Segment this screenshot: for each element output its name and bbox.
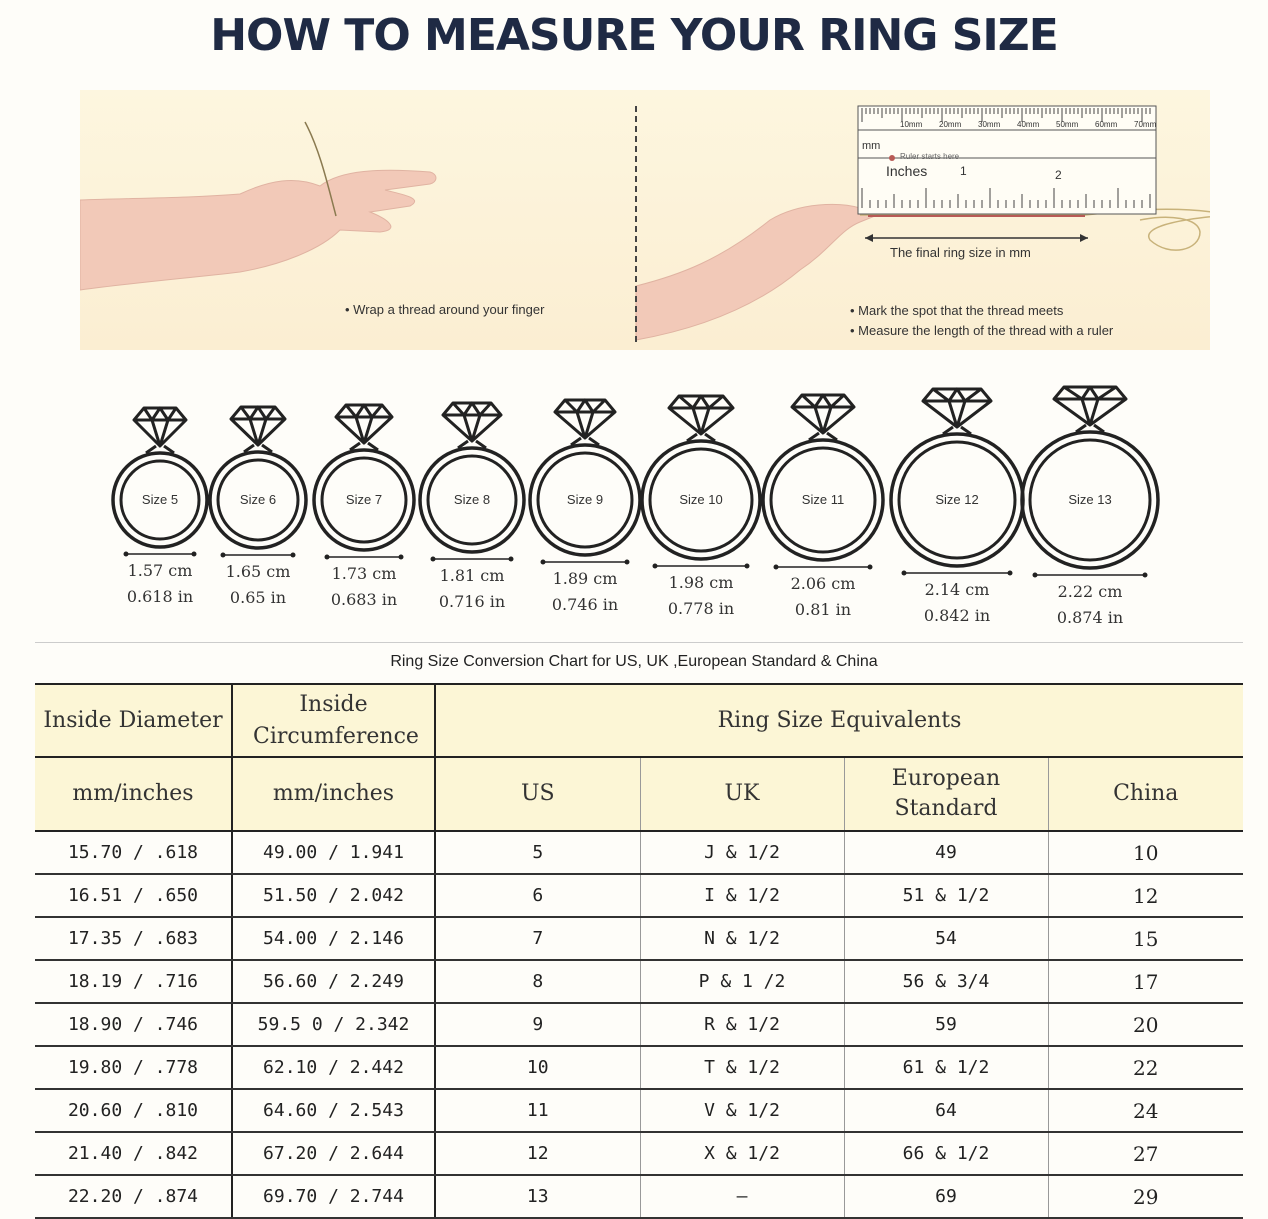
final-size-label: The final ring size in mm bbox=[890, 245, 1031, 260]
ring-5 bbox=[113, 408, 207, 557]
header-inside-diameter: Inside Diameter bbox=[35, 684, 232, 757]
gem-icon bbox=[231, 407, 285, 445]
table-cell: 11 bbox=[435, 1089, 640, 1132]
table-cell: 59 bbox=[844, 1003, 1048, 1046]
right-hand-shape bbox=[636, 204, 880, 340]
mm-tick-label: 10mm bbox=[900, 120, 923, 129]
table-cell: 64.60 / 2.543 bbox=[232, 1089, 435, 1132]
table-cell: 20 bbox=[1048, 1003, 1243, 1046]
ring-cm: 1.73 cm bbox=[331, 564, 397, 583]
table-cell: 10 bbox=[1048, 831, 1243, 874]
ring-8 bbox=[420, 403, 524, 562]
header-uk: UK bbox=[640, 757, 844, 831]
table-cell: P & 1 /2 bbox=[640, 960, 844, 1003]
table-cell: 9 bbox=[435, 1003, 640, 1046]
ruler-inch-1: 1 bbox=[960, 164, 967, 178]
table-cell: 56.60 / 2.249 bbox=[232, 960, 435, 1003]
ring-size-label: Size 8 bbox=[453, 492, 491, 507]
dashed-divider bbox=[635, 106, 637, 342]
gem-icon bbox=[443, 403, 501, 441]
ring-measurement bbox=[897, 577, 1017, 629]
measuring-illustration bbox=[80, 90, 1210, 350]
gem-icon bbox=[134, 408, 186, 446]
gem-icon bbox=[669, 396, 733, 434]
table-cell: T & 1/2 bbox=[640, 1046, 844, 1089]
mm-tick-label: 40mm bbox=[1017, 120, 1040, 129]
table-cell: 29 bbox=[1048, 1175, 1243, 1218]
section-divider bbox=[35, 642, 1243, 643]
table-row bbox=[35, 1003, 1243, 1046]
table-row bbox=[35, 917, 1243, 960]
table-cell: 21.40 / .842 bbox=[35, 1132, 232, 1175]
table-cell: X & 1/2 bbox=[640, 1132, 844, 1175]
table-cell: R & 1/2 bbox=[640, 1003, 844, 1046]
ring-inch: 0.778 in bbox=[667, 599, 735, 618]
chart-title: Ring Size Conversion Chart for US, UK ,European Standard & China bbox=[390, 653, 878, 670]
table-cell: 51 & 1/2 bbox=[844, 874, 1048, 917]
ring-12 bbox=[891, 389, 1023, 576]
table-cell: 56 & 3/4 bbox=[844, 960, 1048, 1003]
table-cell: 49.00 / 1.941 bbox=[232, 831, 435, 874]
ring-6 bbox=[210, 407, 306, 558]
table-cell: 64 bbox=[844, 1089, 1048, 1132]
table-cell: 6 bbox=[435, 874, 640, 917]
table-cell: J & 1/2 bbox=[640, 831, 844, 874]
gem-icon bbox=[923, 389, 991, 427]
mm-tick-label: 30mm bbox=[978, 120, 1001, 129]
header-european: European Standard bbox=[844, 757, 1048, 831]
mm-tick-label: 60mm bbox=[1095, 120, 1118, 129]
table-cell: 49 bbox=[844, 831, 1048, 874]
table-cell: 22.20 / .874 bbox=[35, 1175, 232, 1218]
table-cell: 69.70 / 2.744 bbox=[232, 1175, 435, 1218]
ring-size-label: Size 10 bbox=[679, 492, 723, 507]
table-cell: 22 bbox=[1048, 1046, 1243, 1089]
table-cell: 67.20 / 2.644 bbox=[232, 1132, 435, 1175]
table-cell: 61 & 1/2 bbox=[844, 1046, 1048, 1089]
ring-cm: 1.81 cm bbox=[439, 566, 505, 585]
table-cell: 15.70 / .618 bbox=[35, 831, 232, 874]
ring-inch: 0.874 in bbox=[1056, 608, 1124, 627]
table-cell: — bbox=[640, 1175, 844, 1218]
table-cell: 13 bbox=[435, 1175, 640, 1218]
ring-size-label: Size 13 bbox=[1068, 492, 1112, 507]
ruler-start-label: Ruler starts here bbox=[900, 152, 960, 161]
header-circumference-units: mm/inches bbox=[232, 757, 435, 831]
gem-icon bbox=[1054, 387, 1126, 425]
table-row bbox=[35, 1132, 1243, 1175]
ruler-mm-label: mm bbox=[862, 140, 881, 152]
table-cell: 7 bbox=[435, 917, 640, 960]
table-cell: 20.60 / .810 bbox=[35, 1089, 232, 1132]
ring-7 bbox=[314, 405, 414, 560]
ring-inch: 0.65 in bbox=[229, 588, 287, 607]
ring-measurement bbox=[412, 563, 532, 615]
ring-measurement bbox=[525, 566, 645, 618]
table-cell: 5 bbox=[435, 831, 640, 874]
ring-inch: 0.683 in bbox=[330, 590, 398, 609]
table-cell: 19.80 / .778 bbox=[35, 1046, 232, 1089]
table-cell: 16.51 / .650 bbox=[35, 874, 232, 917]
table-cell: N & 1/2 bbox=[640, 917, 844, 960]
ring-size-gallery bbox=[0, 380, 1268, 630]
header-row-sub bbox=[35, 757, 1243, 831]
table-cell: 51.50 / 2.042 bbox=[232, 874, 435, 917]
right-caption-1: • Mark the spot that the thread meets bbox=[850, 303, 1064, 318]
ruler-inches-label: Inches bbox=[886, 163, 928, 179]
ring-cm: 1.65 cm bbox=[225, 562, 291, 581]
ring-measurement bbox=[641, 570, 761, 622]
table-row bbox=[35, 1175, 1243, 1218]
ring-cm: 2.14 cm bbox=[924, 580, 990, 599]
table-cell: 69 bbox=[844, 1175, 1048, 1218]
header-row-top bbox=[35, 684, 1243, 757]
conversion-chart bbox=[35, 683, 1243, 1219]
right-caption-2: • Measure the length of the thread with a ruler bbox=[850, 323, 1114, 338]
table-cell: 18.90 / .746 bbox=[35, 1003, 232, 1046]
right-captions bbox=[850, 301, 1113, 341]
table-cell: 17 bbox=[1048, 960, 1243, 1003]
table-cell: 54 bbox=[844, 917, 1048, 960]
ring-size-label: Size 6 bbox=[239, 492, 277, 507]
left-hand-shape bbox=[80, 170, 436, 290]
ring-size-label: Size 7 bbox=[345, 492, 383, 507]
ring-inch: 0.618 in bbox=[126, 587, 194, 606]
mm-tick-label: 70mm bbox=[1134, 120, 1157, 129]
header-ring-size-equivalents: Ring Size Equivalents bbox=[435, 684, 1243, 757]
table-cell: 17.35 / .683 bbox=[35, 917, 232, 960]
table-cell: 54.00 / 2.146 bbox=[232, 917, 435, 960]
header-china: China bbox=[1048, 757, 1243, 831]
ring-measurement bbox=[198, 559, 318, 611]
table-row bbox=[35, 831, 1243, 874]
ring-9 bbox=[530, 400, 640, 565]
table-cell: 12 bbox=[1048, 874, 1243, 917]
table-row bbox=[35, 1046, 1243, 1089]
ring-11 bbox=[763, 395, 883, 570]
table-cell: 8 bbox=[435, 960, 640, 1003]
mm-tick-label: 20mm bbox=[939, 120, 962, 129]
ring-10 bbox=[642, 396, 760, 569]
ring-size-label: Size 9 bbox=[566, 492, 604, 507]
ring-measurement bbox=[1030, 579, 1150, 631]
left-caption: • Wrap a thread around your finger bbox=[345, 302, 545, 317]
header-us: US bbox=[435, 757, 640, 831]
table-cell: 10 bbox=[435, 1046, 640, 1089]
table-cell: 62.10 / 2.442 bbox=[232, 1046, 435, 1089]
header-diameter-units: mm/inches bbox=[35, 757, 232, 831]
gem-icon bbox=[336, 405, 392, 443]
table-cell: V & 1/2 bbox=[640, 1089, 844, 1132]
table-cell: I & 1/2 bbox=[640, 874, 844, 917]
ring-cm: 1.98 cm bbox=[668, 573, 734, 592]
table-row bbox=[35, 1089, 1243, 1132]
ring-inch: 0.81 in bbox=[794, 600, 852, 619]
ring-cm: 1.57 cm bbox=[127, 561, 193, 580]
ring-cm: 2.22 cm bbox=[1057, 582, 1123, 601]
ring-13 bbox=[1022, 387, 1158, 578]
ring-size-label: Size 11 bbox=[801, 492, 845, 507]
ring-cm: 2.06 cm bbox=[790, 574, 856, 593]
page-title: HOW TO MEASURE YOUR RING SIZE bbox=[210, 10, 1058, 61]
table-cell: 18.19 / .716 bbox=[35, 960, 232, 1003]
ruler-inch-2: 2 bbox=[1055, 168, 1062, 182]
table-row bbox=[35, 874, 1243, 917]
table-cell: 24 bbox=[1048, 1089, 1243, 1132]
ring-measurement bbox=[304, 561, 424, 613]
ring-size-label: Size 12 bbox=[935, 492, 979, 507]
header-inside-circumference: Inside Circumference bbox=[232, 684, 435, 757]
gem-icon bbox=[555, 400, 615, 438]
ring-measurement bbox=[763, 571, 883, 623]
table-cell: 27 bbox=[1048, 1132, 1243, 1175]
ring-cm: 1.89 cm bbox=[552, 569, 618, 588]
ring-size-label: Size 5 bbox=[141, 492, 179, 507]
table-cell: 12 bbox=[435, 1132, 640, 1175]
ring-inch: 0.842 in bbox=[923, 606, 991, 625]
table-cell: 59.5 0 / 2.342 bbox=[232, 1003, 435, 1046]
ring-inch: 0.746 in bbox=[551, 595, 619, 614]
table-cell: 66 & 1/2 bbox=[844, 1132, 1048, 1175]
table-row bbox=[35, 960, 1243, 1003]
ring-inch: 0.716 in bbox=[438, 592, 506, 611]
table-cell: 15 bbox=[1048, 917, 1243, 960]
mm-tick-label: 50mm bbox=[1056, 120, 1079, 129]
gem-icon bbox=[792, 395, 854, 433]
